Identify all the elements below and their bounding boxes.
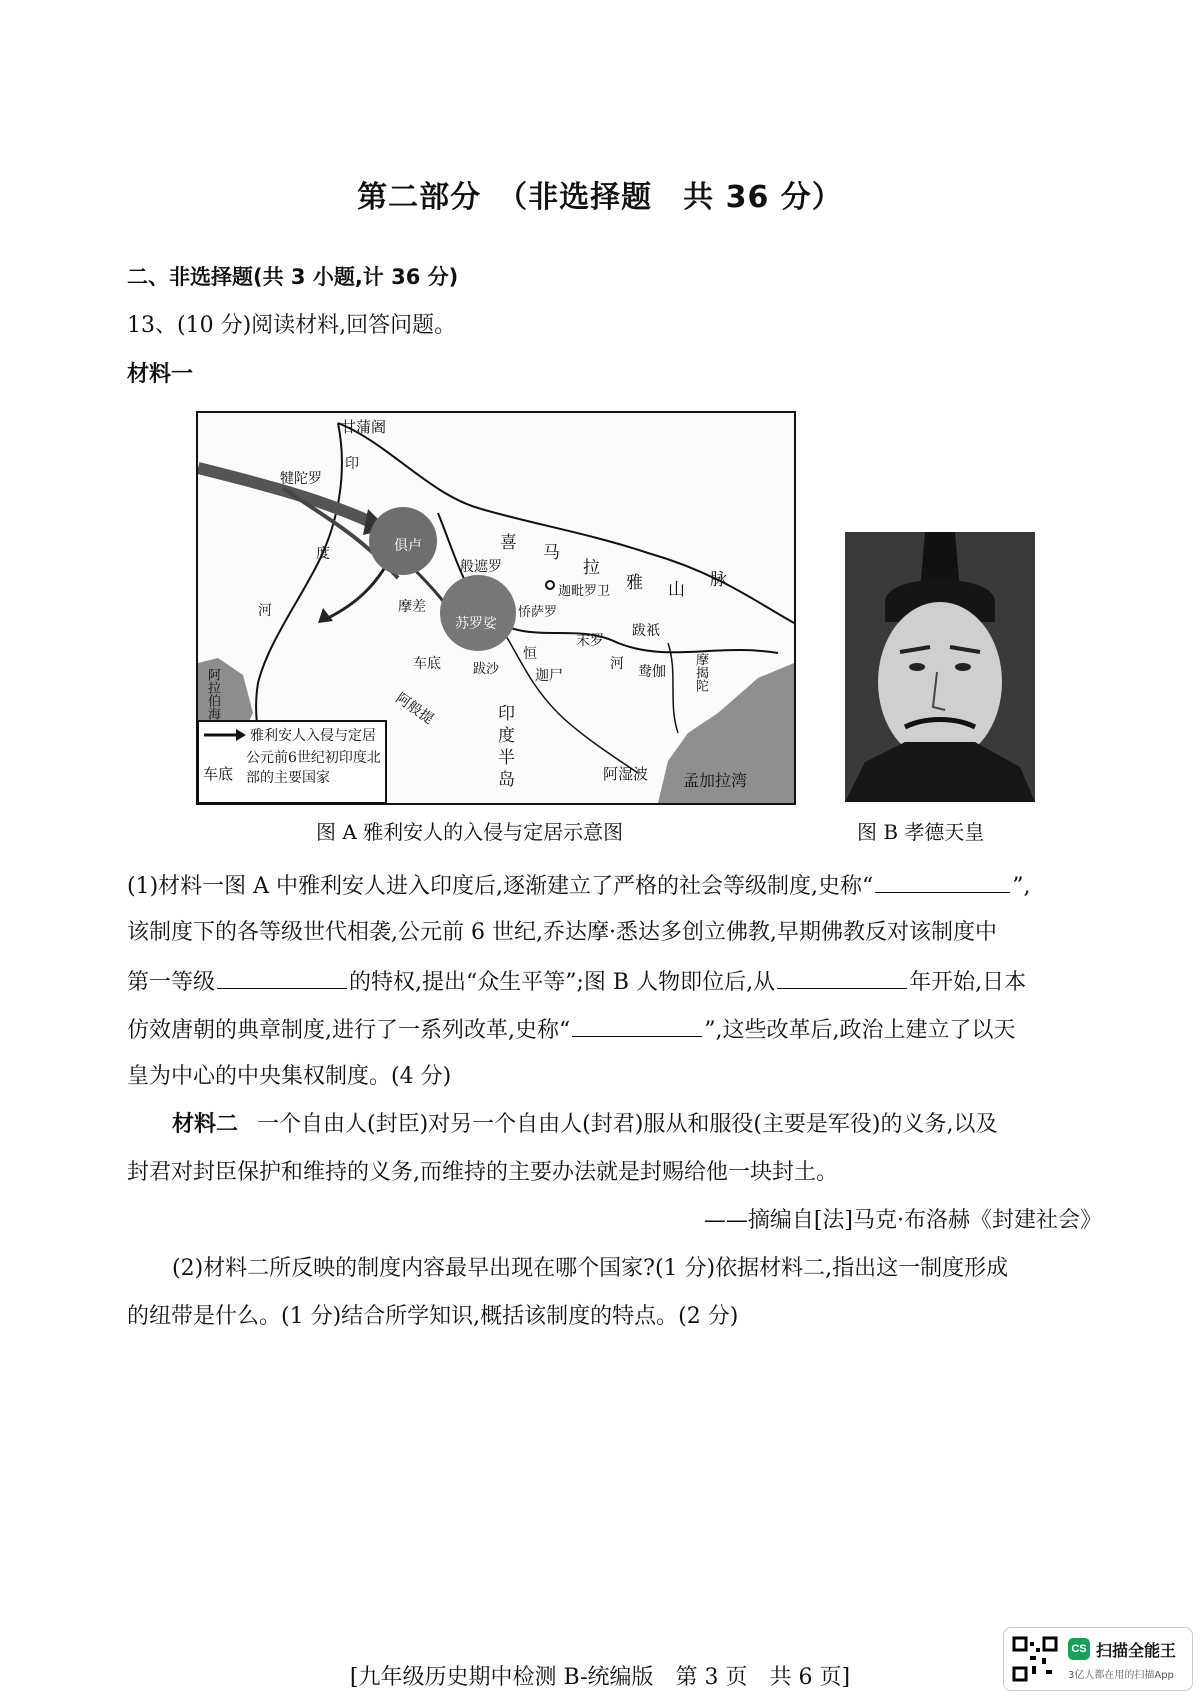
map-label-indian-peninsula: 印度半岛: [498, 704, 515, 790]
map-label-ganpudu: 甘蒲阇: [341, 418, 387, 436]
part-heading: 二、非选择题(共 3 小题,计 36 分): [127, 265, 459, 289]
q1-line-4-text-b: ”,这些改革后,政治上建立了以天: [704, 1018, 1016, 1043]
camscanner-name: 扫描全能王: [1096, 1641, 1177, 1660]
aryan-invasion-map: [196, 411, 796, 805]
map-label-ashvaka: 阿湿波: [603, 765, 649, 783]
map-label-bay-of-bengal: 孟加拉湾: [683, 771, 748, 790]
map-label-kashi: 迦尸: [535, 668, 563, 684]
q1-line-4-text-a: 仿效唐朝的典章制度,进行了一系列改革,史称“: [127, 1018, 571, 1043]
section-title: 第二部分 （非选择题 共 36 分）: [357, 180, 843, 215]
q1-line-5: 皇为中心的中央集权制度。(4 分): [127, 1064, 452, 1089]
material-1-label: 材料一: [127, 362, 194, 387]
map-label-ma: 马: [543, 543, 560, 563]
portrait-graphic: [845, 532, 1035, 802]
map-label-ya: 雅: [626, 573, 643, 593]
emperor-kotoku-portrait: [845, 532, 1035, 802]
q1-line-4: [127, 1014, 1102, 1046]
map-label-la: 拉: [583, 558, 600, 578]
map-label-kuru: 俱卢: [394, 538, 422, 554]
map-label-magadha: 摩揭陀: [693, 653, 708, 692]
map-label-du: 度: [316, 546, 330, 562]
q2-line-1: (2)材料二所反映的制度内容最早出现在哪个国家?(1 分)依据材料二,指出这一制度形成: [172, 1256, 1009, 1281]
map-label-he-2: 河: [610, 656, 624, 672]
q1-line-1: [127, 870, 1102, 902]
question-13-intro: 13、(10 分)阅读材料,回答问题。: [127, 313, 457, 338]
page-footer: [九年级历史期中检测 B-统编版 第 3 页 共 6 页]: [349, 1665, 851, 1690]
camscanner-logo-icon: CS: [1068, 1638, 1090, 1660]
answer-blank-reform[interactable]: [572, 1014, 702, 1037]
map-label-xi: 喜: [500, 533, 517, 553]
camscanner-tagline: 3亿人都在用的扫描App: [1068, 1670, 1174, 1681]
map-label-yin: 印: [345, 456, 359, 472]
legend-chedi-text: 公元前6世纪初印度北部的主要国家: [246, 750, 381, 786]
map-label-mai: 脉: [710, 570, 727, 590]
map-label-avanti: 阿般提: [392, 690, 437, 728]
material-2-label: 材料二: [172, 1112, 239, 1137]
q1-line-2: 该制度下的各等级世代相袭,公元前 6 世纪,乔达摩·悉达多创立佛教,早期佛教反对该制度中: [127, 920, 997, 945]
map-label-chedi: 车底: [413, 656, 441, 672]
answer-blank-year[interactable]: [777, 966, 907, 989]
q1-line-3-text-a: 第一等级: [127, 970, 216, 995]
legend-chedi-word: 车底: [203, 765, 234, 783]
material-2-text-1: 一个自由人(封臣)对另一个自由人(封君)服从和服役(主要是军役)的义务,以及: [257, 1112, 998, 1137]
q2-line-2: 的纽带是什么。(1 分)结合所学知识,概括该制度的特点。(2 分): [127, 1304, 739, 1329]
map-label-vajji: 跋祇: [632, 623, 660, 639]
map-label-surasena: 苏罗娑: [455, 616, 497, 632]
material-2-source: ——摘编自[法]马克·布洛赫《封建社会》: [703, 1208, 1102, 1233]
q1-line-3-text-b: 的特权,提出“众生平等”;图 B 人物即位后,从: [349, 970, 776, 995]
map-label-panchala: 般遮罗: [460, 559, 502, 575]
caption-figure-a: 图 A 雅利安人的入侵与定居示意图: [316, 820, 624, 844]
map-label-heng: 恒: [523, 646, 537, 662]
map-label-anga: 鸯伽: [638, 664, 666, 680]
q1-line-1-text-a: (1)材料一图 A 中雅利安人进入印度后,逐渐建立了严格的社会等级制度,史称“: [127, 874, 874, 899]
legend-arrow-text: 雅利安人入侵与定居: [250, 728, 376, 744]
map-label-malla: 末罗: [576, 633, 604, 649]
q1-line-1-text-b: ”,: [1012, 874, 1031, 899]
answer-blank-caste-system[interactable]: [875, 870, 1010, 893]
material-2-line-2: 封君对封臣保护和维持的义务,而维持的主要办法就是封赐给他一块封土。: [127, 1160, 838, 1185]
map-label-matsya: 摩差: [398, 599, 426, 615]
q1-line-3: [127, 966, 1102, 998]
map-label-kosala: 㤭萨罗: [518, 605, 558, 620]
map-label-arabian-sea: 阿拉伯海: [205, 668, 220, 720]
answer-blank-first-class[interactable]: [217, 966, 347, 989]
map-label-vatsa: 跋沙: [473, 662, 500, 677]
map-label-shan: 山: [668, 580, 685, 600]
map-label-he: 河: [258, 603, 272, 619]
q1-line-3-text-c: 年开始,日本: [909, 970, 1027, 995]
material-2-line-1: [172, 1110, 1102, 1140]
camscanner-badge: [1003, 1627, 1193, 1691]
caption-figure-b: 图 B 孝德天皇: [857, 820, 985, 844]
map-label-kapilavastu: 迦毗罗卫: [558, 584, 611, 599]
map-label-gandhara: 犍陀罗: [280, 471, 322, 487]
qr-code-icon: [1012, 1636, 1058, 1682]
